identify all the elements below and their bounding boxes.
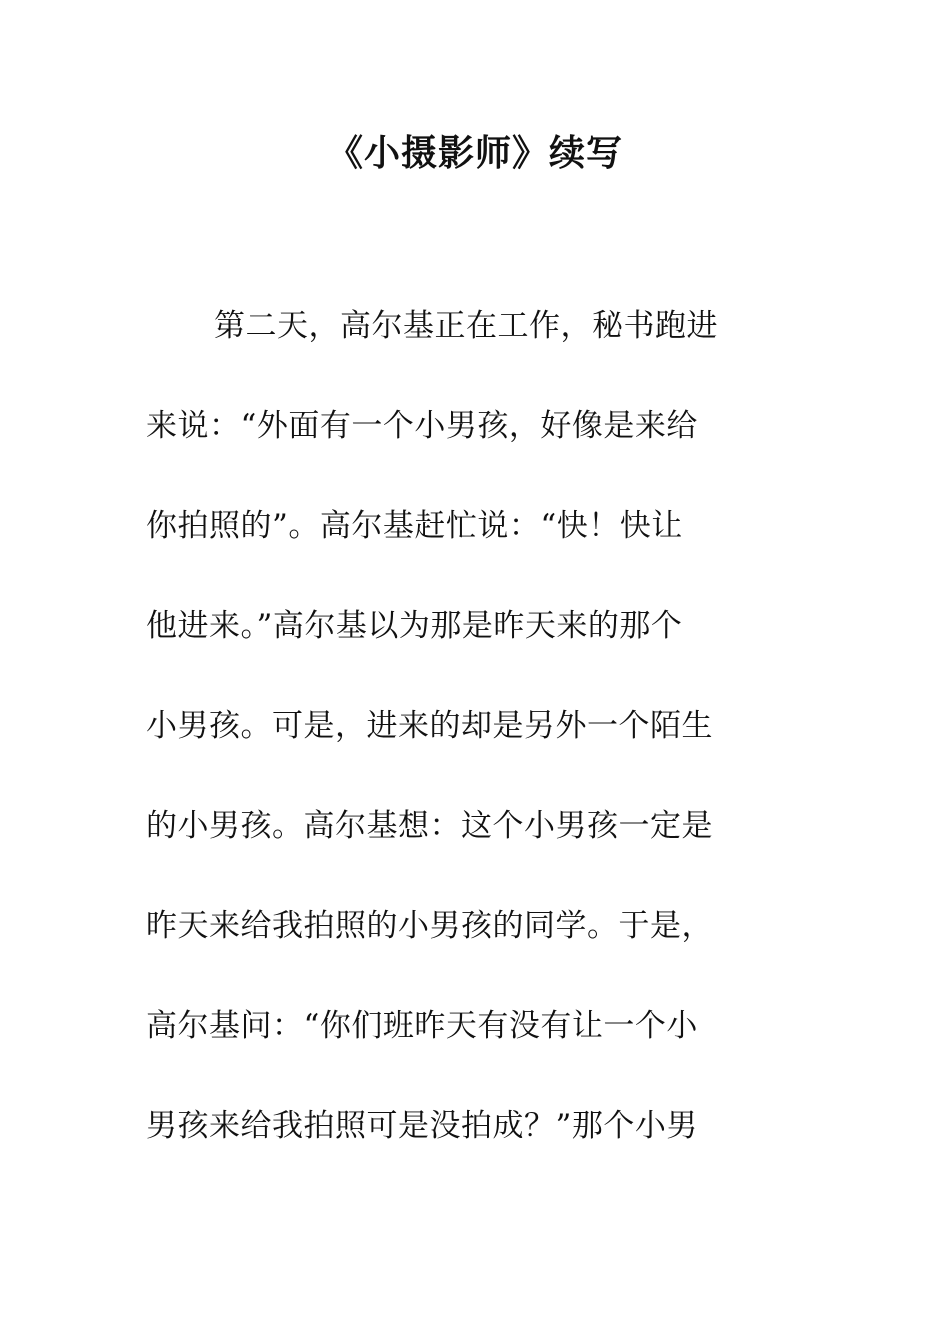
text-line: 他进来。”高尔基以为那是昨天来的那个 <box>146 608 683 644</box>
text-line: 男孩来给我拍照可是没拍成？”那个小男 <box>146 1108 698 1144</box>
page-title: 《小摄影师》续写 <box>326 132 623 174</box>
text-line: 你拍照的”。高尔基赶忙说：“快！快让 <box>146 508 683 544</box>
text-line: 第二天，高尔基正在工作，秘书跑进 <box>214 308 718 344</box>
body-paragraph <box>146 300 786 1200</box>
text-line: 小男孩。可是，进来的却是另外一个陌生 <box>146 708 713 744</box>
text-line: 昨天来给我拍照的小男孩的同学。于是， <box>146 908 713 944</box>
text-line: 的小男孩。高尔基想：这个小男孩一定是 <box>146 808 713 844</box>
text-line: 来说：“外面有一个小男孩，好像是来给 <box>146 408 698 444</box>
text-line: 高尔基问：“你们班昨天有没有让一个小 <box>146 1008 698 1044</box>
